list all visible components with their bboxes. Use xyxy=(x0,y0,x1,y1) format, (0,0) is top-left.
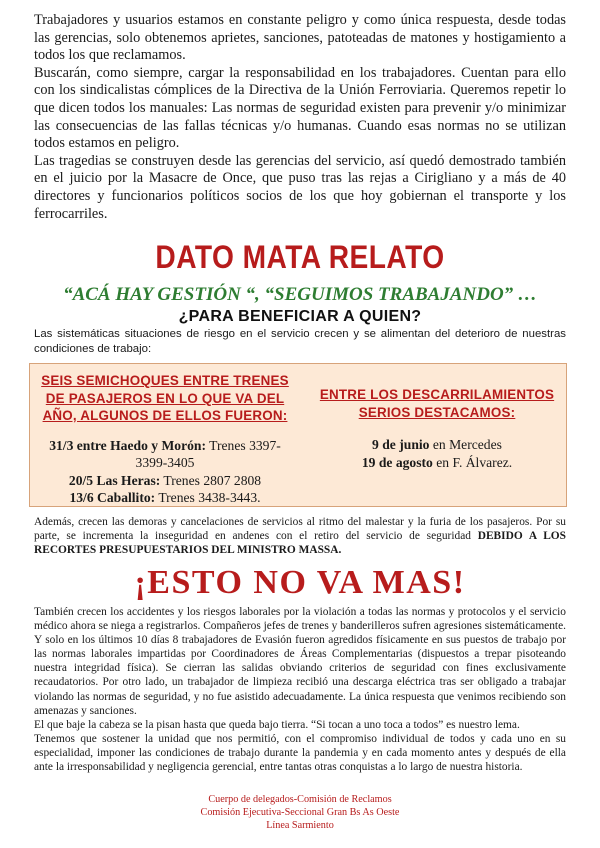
semichoques-heading: SEIS SEMICHOQUES ENTRE TRENES DE PASAJEROS EN LO QUE VA DEL AÑO, ALGUNOS DE ELLOS FUERON: xyxy=(41,373,289,423)
body-paragraph: El que baje la cabeza se la pisan hasta que queda bajo tierra. “Si tocan a uno toca a todos” es nuestro lema. xyxy=(34,718,520,731)
signature-line: Línea Sarmiento xyxy=(266,820,334,831)
intro-paragraph: Las tragedias se construyen desde las gerencias del servicio, así quedó demostrado también en el juicio por la Masacre de Once, que puso tras las rejas a Cirigliano y a más de 40 directores y funcionarios políticos socios de los que hoy gobiernan el transporte y los ferrocarriles. xyxy=(34,152,566,222)
middle-emphasis: DEBIDO A LOS RECORTES PRESUPUESTARIOS DEL MINISTRO MASSA. xyxy=(34,530,566,557)
semichoques-list xyxy=(34,437,296,507)
incident-item: 20/5 Las Heras: Trenes 2807 2808 xyxy=(68,472,262,488)
question-heading: ¿PARA BENEFICIAR A QUIEN? xyxy=(178,308,422,325)
descarrilamientos-column xyxy=(312,386,562,471)
intro-paragraph: Buscarán, como siempre, cargar la responsabilidad en los trabajadores. Cuentan para ello con los sindicalistas cómplices de la Directiva de la Unión Ferroviaria. Queremos repetir lo que dicen todos los manuales: Las normas de seguridad existen para prevenir y/o minimizar las consecuencias de las fallas técnicas y/o humanas. Cuando esas normas no se utilizan todos estamos en peligro. xyxy=(34,64,566,152)
body-paragraph: También crecen los accidentes y los riesgos laborales por la violación a todas las normas y protocolos y el servicio médico ahora se niega a registrarlos. Compañeros jefes de trenes y banderilleros sufren agresiones sistemáticamente. Y solo en los últimos 10 días 8 trabajadores de Evasión fueron agredidos físicamente en sus puestos de trabajo por las normas laborales impartidas por Coordinadores de Áreas Complementarias (dispuestos a trepar pisoteando nuestra integridad física). Se cierran las salidas obviando criterios de seguridad con fines exclusivamente recaudatorios. Por otro lado, un trabajador de limpieza recibió una descarga eléctrica tras ser obligado a trabajar violando las normas de seguridad, y no fue asistido adecuadamente. La única respuesta que venimos recibiendo son amenazas y sanciones. xyxy=(34,606,567,717)
semichoques-column xyxy=(34,372,296,507)
signature-line: Comisión Ejecutiva-Seccional Gran Bs As Oeste xyxy=(200,807,400,818)
incident-item: 31/3 entre Haedo y Morón: Trenes 3397-3399-3405 xyxy=(49,437,281,470)
middle-paragraph: Además, crecen las demoras y cancelaciones de servicios al ritmo del malestar y la furia de los pasajeros. Por su parte, se incrementa la inseguridad en andenes con el retiro del servicio de seguridad DEBIDO A LOS RECORTES PRESUPUESTARIOS DEL MINISTRO MASSA. xyxy=(34,516,566,557)
body-text xyxy=(34,605,566,774)
middle-text xyxy=(34,515,566,558)
intro-text xyxy=(34,12,566,223)
box-intro-text: Las sistemáticas situaciones de riesgo en el servicio crecen y se alimentan del deterioro de nuestras condiciones de trabajo: xyxy=(34,328,566,355)
shout-heading: ¡ESTO NO VA MAS! xyxy=(134,564,466,601)
headline: DATO MATA RELATO xyxy=(155,239,445,275)
intro-paragraph: Trabajadores y usuarios estamos en constante peligro y como única respuesta, desde todas las gerencias, solo obtenemos aprietes, sanciones, patoteadas de matones y hostigamiento a todos los que reclamamos. xyxy=(34,12,566,64)
incidents-box xyxy=(29,363,567,507)
incident-item: 9 de junio en Mercedes xyxy=(372,437,502,452)
signature xyxy=(0,793,600,832)
descarrilamientos-heading: ENTRE LOS DESCARRILAMIENTOS SERIOS DESTACAMOS: xyxy=(319,387,555,420)
signature-line: Cuerpo de delegados-Comisión de Reclamos xyxy=(208,794,392,805)
body-paragraph: Tenemos que sostener la unidad que nos permitió, con el compromiso individual de todos y cada uno en su especialidad, imponer las condiciones de trabajo durante la pandemia y en cada momento antes y después de ella ante la irresponsabilidad y negligencia gerencial, entre tantas otras conquistas a lo largo de nuestra historia. xyxy=(34,732,566,774)
incident-item: 19 de agosto en F. Álvarez. xyxy=(361,454,513,470)
subheadline: “ACÁ HAY GESTIÓN “, “SEGUIMOS TRABAJANDO” … xyxy=(63,284,537,305)
incident-item: 13/6 Caballito: Trenes 3438-3443. xyxy=(69,490,261,505)
descarrilamientos-list xyxy=(312,436,562,471)
